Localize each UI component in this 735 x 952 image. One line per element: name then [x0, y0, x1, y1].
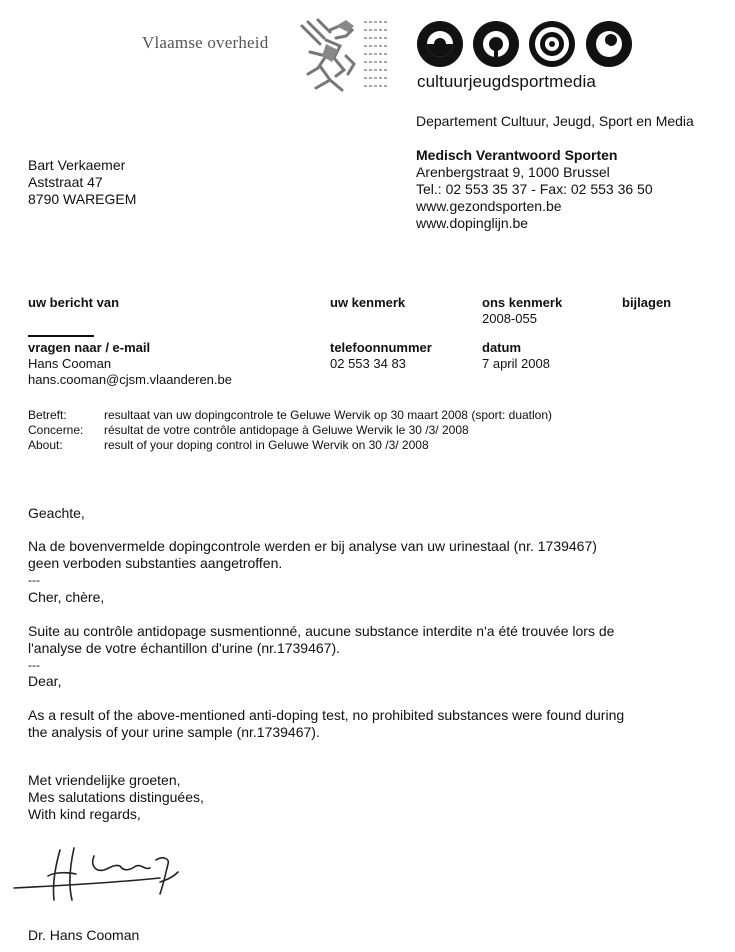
handwritten-signature-icon [10, 842, 190, 912]
phone-label: telefoonnummer [330, 340, 432, 355]
vlaamse-overheid-wordmark: Vlaamse overheid [142, 33, 269, 52]
paragraph-fr [28, 623, 614, 657]
phone-value: 02 553 34 83 [330, 356, 406, 371]
subject-label-fr: Concerne: [28, 423, 84, 437]
questions-label: vragen naar / e-mail [28, 340, 151, 355]
your-message-label: uw bericht van [28, 295, 120, 310]
subject-label-nl: Betreft: [28, 408, 67, 422]
paragraph-nl-line-1: Na de bovenvermelde dopingcontrole werden er bij analyse van uw urinestaal (nr. 1739467) [28, 538, 597, 554]
greeting-en: Dear, [28, 673, 62, 689]
cjsm-circles-logo-icon [416, 20, 634, 68]
paragraph-en-line-1: As a result of the above-mentioned anti-doping test, no prohibited substances were found during [28, 707, 625, 723]
website-dopinglijn: www.dopinglijn.be [416, 215, 529, 231]
our-reference-value: 2008-055 [482, 311, 537, 326]
cjsm-wordmark: cultuurjeugdsportmedia [417, 72, 596, 91]
separator-1: --- [28, 573, 40, 587]
sender-address-block [416, 147, 653, 232]
subject-text-nl: resultaat van uw dopingcontrole te Geluwe Wervik op 30 maart 2008 (sport: duatlon) [104, 408, 553, 422]
paragraph-en [28, 707, 624, 741]
closing-fr: Mes salutations distinguées, [28, 789, 204, 805]
closing-en: With kind regards, [28, 806, 141, 822]
department-name: Departement Cultuur, Jeugd, Sport en Media [416, 113, 694, 129]
recipient-address-block [28, 157, 136, 208]
closing-block [28, 772, 204, 823]
signatory-name: Dr. Hans Cooman [28, 927, 140, 943]
closing-nl: Met vriendelijke groeten, [28, 772, 181, 788]
attachments-label: bijlagen [622, 295, 672, 310]
contact-name: Hans Cooman [28, 356, 112, 371]
sender-phone-fax: Tel.: 02 553 35 37 - Fax: 02 553 36 50 [416, 181, 653, 197]
recipient-city: 8790 WAREGEM [28, 191, 137, 207]
phone-block [330, 340, 432, 372]
paragraph-nl-line-2: geen verboden substanties aangetroffen. [28, 555, 283, 571]
subject-text-en: result of your doping control in Geluwe Wervik on 30 /3/ 2008 [104, 438, 429, 452]
date-label: datum [482, 340, 521, 355]
decorative-stripes-icon [362, 18, 390, 94]
subject-text-fr: résultat de votre contrôle antidopage à Geluwe Wervik le 30 /3/ 2008 [104, 423, 469, 437]
sender-address: Arenbergstraat 9, 1000 Brussel [416, 164, 610, 180]
unit-name: Medisch Verantwoord Sporten [416, 147, 618, 163]
recipient-street: Aststraat 47 [28, 174, 103, 190]
subject-label-en: About: [28, 438, 63, 452]
paragraph-en-line-2: the analysis of your urine sample (nr.1739467). [28, 724, 320, 740]
our-reference-label: ons kenmerk [482, 295, 563, 310]
paragraph-fr-line-1: Suite au contrôle antidopage susmentionné, aucune substance interdite n'a été trouvée lors de [28, 623, 615, 639]
date-block [482, 340, 550, 372]
recipient-name: Bart Verkaemer [28, 157, 126, 173]
paragraph-fr-line-2: l'analyse de votre échantillon d'urine (nr.1739467). [28, 640, 340, 656]
divider [28, 335, 94, 337]
flemish-lion-logo-icon [296, 16, 362, 96]
paragraph-nl [28, 538, 597, 572]
greeting-nl: Geachte, [28, 505, 85, 521]
website-gezondsporten: www.gezondsporten.be [416, 198, 562, 214]
date-value: 7 april 2008 [482, 356, 550, 371]
contact-block [28, 340, 232, 388]
greeting-fr: Cher, chère, [28, 589, 105, 605]
contact-email: hans.cooman@cjsm.vlaanderen.be [28, 372, 232, 387]
your-reference-label: uw kenmerk [330, 295, 406, 310]
separator-2: --- [28, 658, 40, 672]
our-reference [482, 295, 562, 327]
